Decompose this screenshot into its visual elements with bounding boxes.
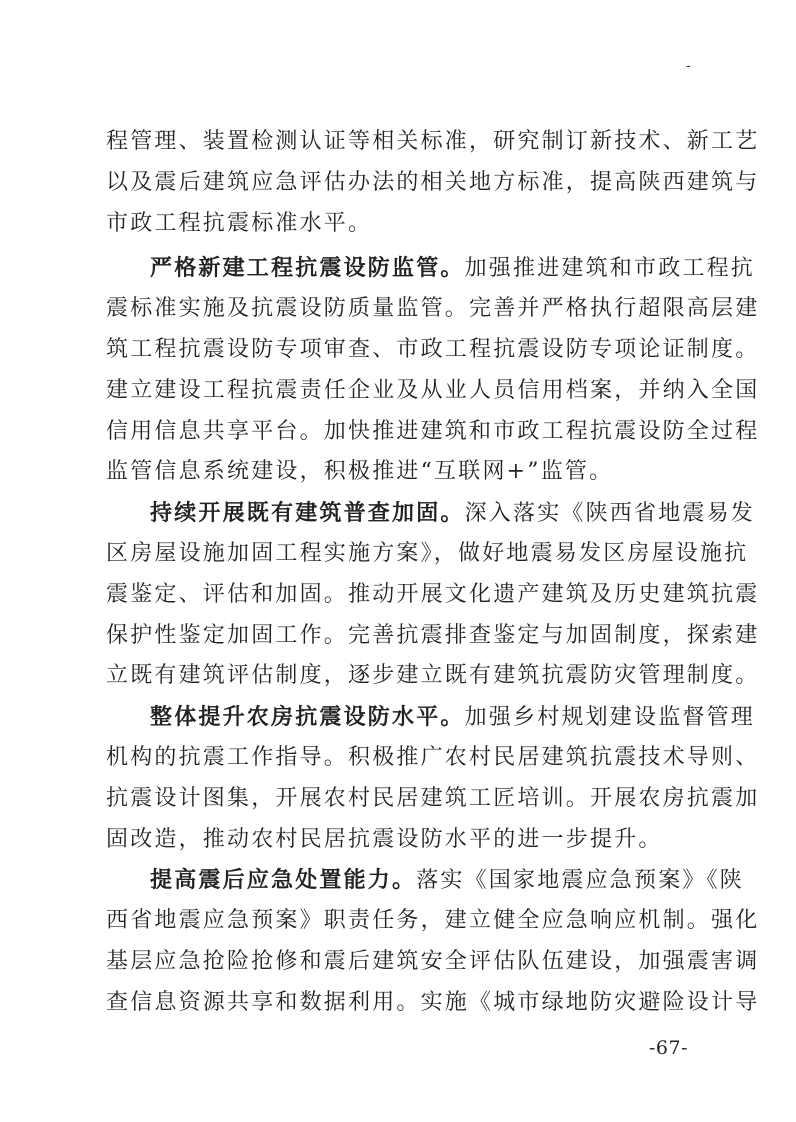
text-line: 信用信息共享平台。加快推进建筑和市政工程抗震设防全过程 xyxy=(106,418,760,444)
paragraph-heading: 提高震后应急处置能力。 xyxy=(150,867,417,894)
paragraph-rural-housing-seismic xyxy=(106,697,760,860)
text-line: 建立建设工程抗震责任企业及从业人员信用档案，并纳入全国 xyxy=(106,377,760,403)
text-line: 市政工程抗震标准水平。 xyxy=(106,210,373,236)
text-line: 以及震后建筑应急评估办法的相关地方标准，提高陕西建筑与 xyxy=(106,169,760,195)
paragraph-first-line xyxy=(106,697,756,738)
text-line: 监管信息系统建设，积极推进“互联网+”监管。 xyxy=(106,459,614,485)
text-line: 震标准实施及抗震设防质量监管。完善并严格执行超限高层建 xyxy=(106,296,760,322)
text-line: 查信息资源共享和数据利用。实施《城市绿地防灾避险设计导 xyxy=(106,989,760,1015)
text-line: 固改造，推动农村民居抗震设防水平的进一步提升。 xyxy=(106,826,663,852)
paragraph-existing-building-reinforcement xyxy=(106,493,760,697)
text-line: 立既有建筑评估制度，逐步建立既有建筑抗震防灾管理制度。 xyxy=(106,663,760,689)
paragraph-post-earthquake-response xyxy=(106,860,760,1023)
paragraph-first-line-text: 加强乡村规划建设监督管理 xyxy=(464,705,756,731)
text-line: 筑工程抗震设防专项审查、市政工程抗震设防专项论证制度。 xyxy=(106,336,760,362)
paragraph-new-construction-supervision xyxy=(106,248,760,493)
text-line: 保护性鉴定加固工作。完善抗震排查鉴定与加固制度，探索建 xyxy=(106,622,760,648)
paragraph-continuation xyxy=(106,122,760,244)
paragraph-first-line-text: 落实《国家地震应急预案》《陕 xyxy=(416,868,745,894)
text-line: 震鉴定、评估和加固。推动开展文化遗产建筑及历史建筑抗震 xyxy=(106,581,760,607)
text-line: 区房屋设施加固工程实施方案》，做好地震易发区房屋设施抗 xyxy=(106,540,749,566)
paragraph-first-line-text: 加强推进建筑和市政工程抗 xyxy=(464,256,756,282)
page-corner-mark: - xyxy=(686,58,691,74)
paragraph-first-line-text: 深入落实《陕西省地震易发 xyxy=(464,501,756,527)
paragraph-first-line xyxy=(106,860,745,901)
text-line: 西省地震应急预案》职责任务，建立健全应急响应机制。强化 xyxy=(106,908,760,934)
page-number: -67- xyxy=(648,1037,688,1059)
paragraph-heading: 持续开展既有建筑普查加固。 xyxy=(150,500,465,527)
paragraph-heading: 整体提升农房抗震设防水平。 xyxy=(150,704,465,731)
document-body xyxy=(106,122,760,1024)
paragraph-heading: 严格新建工程抗震设防监管。 xyxy=(150,255,465,282)
paragraph-first-line xyxy=(106,248,756,289)
text-line: 程管理、装置检测认证等相关标准，研究制订新技术、新工艺 xyxy=(106,129,760,154)
text-line: 基层应急抢险抢修和震后建筑安全评估队伍建设，加强震害调 xyxy=(106,948,760,974)
text-line: 抗震设计图集，开展农村民居建筑工匠培训。开展农房抗震加 xyxy=(106,785,760,811)
text-line: 机构的抗震工作指导。积极推广农村民居建筑抗震技术导则、 xyxy=(106,744,760,770)
paragraph-first-line xyxy=(106,493,756,534)
